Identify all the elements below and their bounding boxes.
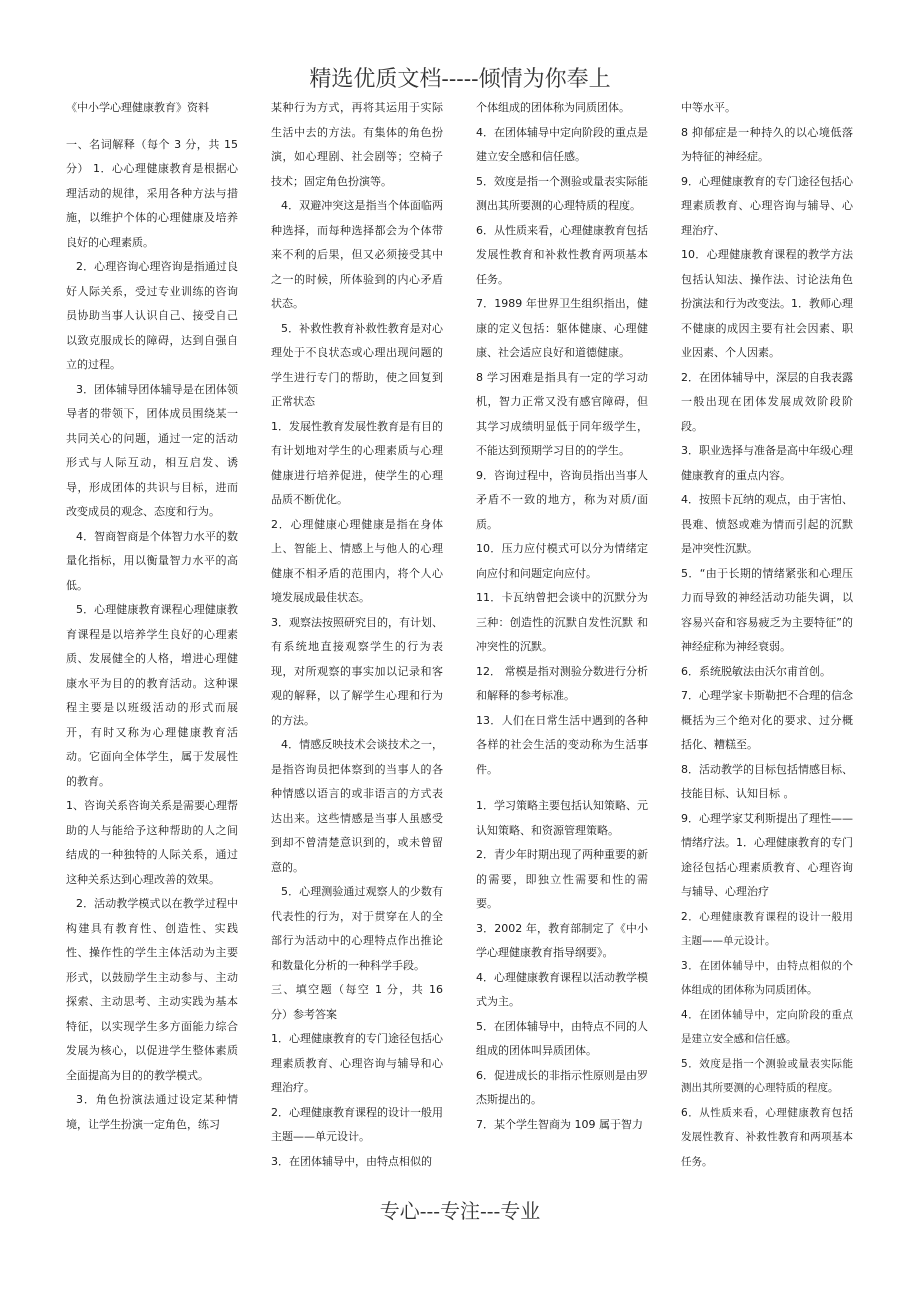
paragraph: 4．智商智商是个体智力水平的数量化指标，用以衡量智力水平的高低。 [66,529,238,592]
paragraph: 6．从性质来看，心理健康教育包括发展性教育和补救性教育两项基本任务。 [476,223,648,286]
paragraph: 5．效度是指一个测验或量表实际能测出其所要测的心理特质的程度。 [476,174,648,212]
paragraph: 某种行为方式，再将其运用于实际生活中去的方法。有集体的角色扮演，如心理剧、社会剧等；空椅子技术；固定角色扮演等。 [271,101,443,188]
paragraph: 5．心理健康教育课程心理健康教育课程是以培养学生良好的心理素质、发展健全的人格，增进心理健康水平为目的的教育活动。这种课程主要是以班级活动的形式而展开，有时又称为心理健康教育活动。它面向全体学生，属于发展性的教育。 [66,603,238,788]
paragraph: 2．在团体辅导中，深层的自我表露一般出现在团体发展成效阶段阶段。 [681,370,853,433]
paragraph: 3．2002 年，教育部制定了《中小学心理健康教育指导纲要》。 [476,921,648,959]
paragraph: 5．心理测验通过观察人的少数有代表性的行为，对于贯穿在人的全部行为活动中的心理特点作出推论和数量化分析的一种科学手段。 [271,885,443,972]
paragraph: 2．活动教学模式以在教学过程中构建具有教育性、创造性、实践性、操作性的学生主体活动为主要形式，以鼓励学生主动参与、主动探索、主动思考、主动实践为基本特征，以实现学生多方面能力综合发展为核心，以促进学生整体素质全面提高为目的的教学模式。 [66,897,238,1082]
paragraph: 8．活动教学的目标包括情感目标、技能目标、认知目标 。 [681,762,853,800]
paragraph: 9．心理学家艾利斯提出了理性——情绪疗法。1．心理健康教育的专门途径包括心理素质教育、心理咨询与辅导、心理治疗 [681,811,853,898]
paragraph: 个体组成的团体称为同质团体。 [476,101,630,114]
column-3 [476,96,648,1137]
paragraph: 7．某个学生智商为 109 属于智力 [476,1117,643,1131]
paragraph: 1．学习策略主要包括认知策略、元认知策略、和资源管理策略。 [476,799,648,837]
paragraph: 1．发展性教育发展性教育是有目的有计划地对学生的心理素质与心理健康进行培养促进，使学生的心理品质不断优化。 [271,419,443,506]
paragraph: 3．角色扮演法通过设定某种情境，让学生扮演一定角色，练习 [66,1093,238,1131]
column-2 [271,96,443,1174]
paragraph: 中等水平。 [681,101,736,114]
paragraph: 一、名词解释（每个 3 分，共 15 分） 1．心心理健康教育是根据心理活动的规律，采用各种方法与措施，以维护个体的心理健康及培养良好的心理素质。 [66,137,238,249]
paragraph: 2．青少年时期出现了两种重要的新的需要，即独立性需要和性的需要。 [476,848,648,910]
page-footer: 专心---专注---专业 [379,1199,541,1223]
paragraph: 10．压力应付模式可以分为情绪定向应付和问题定向应付。 [476,542,648,580]
paragraph: 3．在团体辅导中，由特点相似的 [271,1154,432,1168]
paragraph: 4．情感反映技术会谈技术之一，是指咨询员把体察到的当事人的各种情感以语言的或非语言的方式表达出来。这些情感是当事人虽感受到却不曾清楚意识到的，或未曾留意的。 [271,738,443,874]
paragraph: 8 抑郁症是一种持久的以心境低落为特征的神经症。 [681,125,853,163]
paragraph: 2．心理咨询心理咨询是指通过良好人际关系，受过专业训练的咨询员协助当事人认识自己、接受自己以致克服成长的障碍，达到自强自立的过程。 [66,260,238,371]
paragraph: 10．心理健康教育课程的教学方法包括认知法、操作法、讨论法角色扮演法和行为改变法。1．教师心理不健康的成因主要有社会因素、职业因素、个人因素。 [681,248,853,359]
column-1 [66,96,238,1137]
paragraph: 4．在团体辅导中定向阶段的重点是建立安全感和信任感。 [476,125,648,163]
paragraph: 4．双避冲突这是指当个体面临两种选择，而每种选择都会为个体带来不利的后果，但又必须接受其中之一的时候，所体验到的内心矛盾状态。 [271,199,443,310]
paragraph: 7．心理学家卡斯勒把不合理的信念概括为三个绝对化的要求、过分概括化、糟糕至。 [681,689,853,751]
document-body [66,96,872,1188]
paragraph: 8 学习困难是指具有一定的学习动机，智力正常又没有感官障碍，但其学习成绩明显低于同年级学生，不能达到预期学习目的的学生。 [476,370,648,457]
paragraph: 3．职业选择与准备是高中年级心理健康教育的重点内容。 [681,444,853,482]
paragraph: 11．卡瓦纳曾把会谈中的沉默分为三种：创造性的沉默自发性沉默 和冲突性的沉默。 [476,591,648,653]
paragraph: 4．心理健康教育课程以活动教学模式为主。 [476,970,648,1008]
paragraph: 2．心理健康教育课程的设计一般用主题——单元设计。 [271,1105,443,1143]
paragraph: 9．咨询过程中，咨询员指出当事人矛盾不一致的地方，称为对质/面质。 [476,468,648,531]
column-4 [681,96,853,1174]
doc-title: 《中小学心理健康教育》资料 [66,101,209,114]
paragraph: 5．补救性教育补救性教育是对心理处于不良状态或心理出现问题的学生进行专门的帮助，使之回复到正常状态 [271,321,443,408]
paragraph: 6．从性质来看，心理健康教育包括发展性教育、补救性教育和两项基本任务。 [681,1106,853,1168]
paragraph: 6．促进成长的非指示性原则是由罗杰斯提出的。 [476,1068,648,1106]
paragraph: 1、咨询关系咨询关系是需要心理帮助的人与能给予这种帮助的人之间结成的一种独特的人际关系，通过这种关系达到心理改善的效果。 [66,799,238,886]
page-header: 精选优质文档-----倾情为你奉上 [309,67,611,92]
paragraph: 4．按照卡瓦纳的观点，由于害怕、畏难、愤怒或难为情而引起的沉默是冲突性沉默。 [681,493,853,555]
paragraph: 1．心理健康教育的专门途径包括心理素质教育、心理咨询与辅导和心理治疗。 [271,1032,443,1094]
paragraph: 12． 常模是指对测验分数进行分析和解释的参考标准。 [476,664,648,702]
paragraph: 2．心理健康教育课程的设计一般用主题——单元设计。 [681,910,853,947]
paragraph: 5．效度是指一个测验或量表实际能测出其所要测的心理特质的程度。 [681,1057,853,1094]
paragraph: 5．“由于长期的情绪紧张和心理压力而导致的神经活动功能失调，以容易兴奋和容易疲乏为主要特征”的神经症称为神经衰弱。 [681,566,853,653]
paragraph: 9．心理健康教育的专门途径包括心理素质教育、心理咨询与辅导、心理治疗、 [681,174,853,237]
paragraph: 6．系统脱敏法由沃尔甫首创。 [681,664,831,678]
paragraph: 7．1989 年世界卫生组织指出，健康的定义包括：躯体健康、心理健康、社会适应良好和道德健康。 [476,297,648,359]
paragraph: 3．观察法按照研究目的，有计划、有系统地直接观察学生的行为表现，对所观察的事实加以记录和客观的解释，以了解学生心理和行为的方法。 [271,615,443,727]
paragraph: 3．在团体辅导中，由特点相似的个体组成的团体称为同质团体。 [681,959,853,996]
paragraph: 2．心理健康心理健康是指在身体上、智能上、情感上与他人的心理健康不相矛盾的范围内，将个人心境发展成最佳状态。 [271,517,443,604]
paragraph: 3．团体辅导团体辅导是在团体领导者的带领下，团体成员围绕某一共同关心的问题，通过一定的活动形式与人际互动，相互启发、诱导，形成团体的共识与目标，进而改变成员的观念、态度和行为。 [66,382,238,518]
paragraph: 13．人们在日常生活中遇到的各种各样的社会生活的变动称为生活事件。 [476,713,648,776]
section-heading: 三、填空题（每空 1 分，共 16 分）参考答案 [271,983,443,1021]
paragraph: 4．在团体辅导中，定向阶段的重点是建立安全感和信任感。 [681,1008,853,1045]
paragraph: 5．在团体辅导中，由特点不同的人组成的团体叫异质团体。 [476,1019,648,1057]
